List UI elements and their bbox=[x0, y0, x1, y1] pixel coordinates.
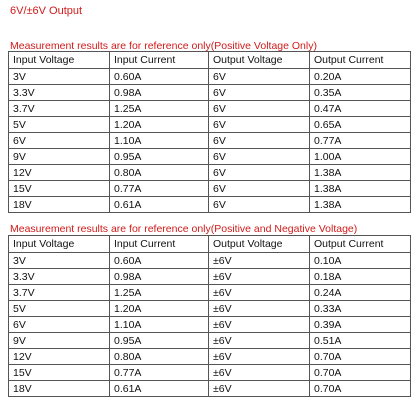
output-voltage-cell: ±6V bbox=[209, 317, 310, 333]
input-voltage-cell: 3.7V bbox=[9, 285, 110, 301]
output-current-cell: 0.35A bbox=[310, 85, 411, 101]
output-voltage-cell: 6V bbox=[209, 197, 310, 213]
output-voltage-cell: ±6V bbox=[209, 269, 310, 285]
output-voltage-cell: ±6V bbox=[209, 349, 310, 365]
output-current-cell: 0.20A bbox=[310, 69, 411, 85]
output-voltage-cell: 6V bbox=[209, 101, 310, 117]
output-current-cell: 1.38A bbox=[310, 165, 411, 181]
positive-negative-voltage-table bbox=[8, 235, 411, 397]
input-voltage-cell: 3.7V bbox=[9, 101, 110, 117]
header-input-voltage: Input Voltage bbox=[9, 52, 110, 69]
output-current-cell: 1.38A bbox=[310, 181, 411, 197]
input-current-cell: 0.61A bbox=[110, 197, 209, 213]
input-voltage-cell: 6V bbox=[9, 133, 110, 149]
output-current-cell: 0.77A bbox=[310, 133, 411, 149]
output-voltage-cell: ±6V bbox=[209, 285, 310, 301]
positive-voltage-table bbox=[8, 51, 411, 213]
output-voltage-cell: ±6V bbox=[209, 301, 310, 317]
output-current-cell: 0.39A bbox=[310, 317, 411, 333]
input-voltage-cell: 3V bbox=[9, 253, 110, 269]
table-row bbox=[9, 85, 411, 101]
input-current-cell: 1.25A bbox=[110, 285, 209, 301]
output-current-cell: 0.70A bbox=[310, 381, 411, 397]
table-row bbox=[9, 269, 411, 285]
output-voltage-cell: ±6V bbox=[209, 333, 310, 349]
input-current-cell: 0.80A bbox=[110, 165, 209, 181]
table-row bbox=[9, 253, 411, 269]
input-voltage-cell: 9V bbox=[9, 333, 110, 349]
output-current-cell: 1.38A bbox=[310, 197, 411, 213]
input-current-cell: 0.95A bbox=[110, 149, 209, 165]
header-input-current: Input Current bbox=[110, 52, 209, 69]
input-voltage-cell: 15V bbox=[9, 181, 110, 197]
input-current-cell: 1.10A bbox=[110, 133, 209, 149]
input-current-cell: 0.95A bbox=[110, 333, 209, 349]
table-row bbox=[9, 181, 411, 197]
input-voltage-cell: 3.3V bbox=[9, 85, 110, 101]
input-voltage-cell: 5V bbox=[9, 117, 110, 133]
output-current-cell: 0.24A bbox=[310, 285, 411, 301]
header-input-voltage: Input Voltage bbox=[9, 236, 110, 253]
table-row bbox=[9, 165, 411, 181]
output-voltage-cell: 6V bbox=[209, 117, 310, 133]
output-voltage-cell: 6V bbox=[209, 181, 310, 197]
table-row bbox=[9, 333, 411, 349]
input-voltage-cell: 18V bbox=[9, 197, 110, 213]
input-current-cell: 1.10A bbox=[110, 317, 209, 333]
input-current-cell: 0.60A bbox=[110, 253, 209, 269]
table-row bbox=[9, 69, 411, 85]
table-header-row bbox=[9, 52, 411, 69]
output-current-cell: 1.00A bbox=[310, 149, 411, 165]
input-current-cell: 0.98A bbox=[110, 85, 209, 101]
table-row bbox=[9, 149, 411, 165]
input-current-cell: 0.60A bbox=[110, 69, 209, 85]
output-voltage-cell: 6V bbox=[209, 69, 310, 85]
output-voltage-cell: ±6V bbox=[209, 381, 310, 397]
input-current-cell: 1.20A bbox=[110, 117, 209, 133]
output-current-cell: 0.70A bbox=[310, 349, 411, 365]
input-current-cell: 1.20A bbox=[110, 301, 209, 317]
table-row bbox=[9, 301, 411, 317]
output-current-cell: 0.18A bbox=[310, 269, 411, 285]
output-current-cell: 0.33A bbox=[310, 301, 411, 317]
input-current-cell: 1.25A bbox=[110, 101, 209, 117]
table-row bbox=[9, 381, 411, 397]
table-header-row bbox=[9, 236, 411, 253]
output-current-cell: 0.70A bbox=[310, 365, 411, 381]
table-row bbox=[9, 285, 411, 301]
table-row bbox=[9, 317, 411, 333]
input-voltage-cell: 9V bbox=[9, 149, 110, 165]
table-row bbox=[9, 117, 411, 133]
input-voltage-cell: 3V bbox=[9, 69, 110, 85]
table-row bbox=[9, 197, 411, 213]
table-row bbox=[9, 365, 411, 381]
output-current-cell: 0.47A bbox=[310, 101, 411, 117]
input-voltage-cell: 15V bbox=[9, 365, 110, 381]
reference-note-positive: Measurement results are for reference only(Positive Voltage Only) bbox=[10, 40, 317, 52]
header-output-current: Output Current bbox=[310, 52, 411, 69]
header-output-voltage: Output Voltage bbox=[209, 236, 310, 253]
output-voltage-cell: 6V bbox=[209, 133, 310, 149]
input-current-cell: 0.80A bbox=[110, 349, 209, 365]
output-voltage-cell: 6V bbox=[209, 165, 310, 181]
output-current-cell: 0.10A bbox=[310, 253, 411, 269]
table-row bbox=[9, 349, 411, 365]
input-current-cell: 0.77A bbox=[110, 181, 209, 197]
output-voltage-cell: 6V bbox=[209, 85, 310, 101]
output-current-cell: 0.51A bbox=[310, 333, 411, 349]
input-current-cell: 0.77A bbox=[110, 365, 209, 381]
input-voltage-cell: 18V bbox=[9, 381, 110, 397]
page-title: 6V/±6V Output bbox=[10, 5, 83, 17]
output-voltage-cell: ±6V bbox=[209, 365, 310, 381]
output-current-cell: 0.65A bbox=[310, 117, 411, 133]
header-output-voltage: Output Voltage bbox=[209, 52, 310, 69]
input-voltage-cell: 12V bbox=[9, 349, 110, 365]
output-voltage-cell: 6V bbox=[209, 149, 310, 165]
input-voltage-cell: 3.3V bbox=[9, 269, 110, 285]
input-voltage-cell: 6V bbox=[9, 317, 110, 333]
reference-note-positive-negative: Measurement results are for reference only(Positive and Negative Voltage) bbox=[10, 223, 358, 235]
table-row bbox=[9, 101, 411, 117]
header-input-current: Input Current bbox=[110, 236, 209, 253]
input-current-cell: 0.61A bbox=[110, 381, 209, 397]
table-row bbox=[9, 133, 411, 149]
header-output-current: Output Current bbox=[310, 236, 411, 253]
input-voltage-cell: 5V bbox=[9, 301, 110, 317]
input-voltage-cell: 12V bbox=[9, 165, 110, 181]
output-voltage-cell: ±6V bbox=[209, 253, 310, 269]
input-current-cell: 0.98A bbox=[110, 269, 209, 285]
